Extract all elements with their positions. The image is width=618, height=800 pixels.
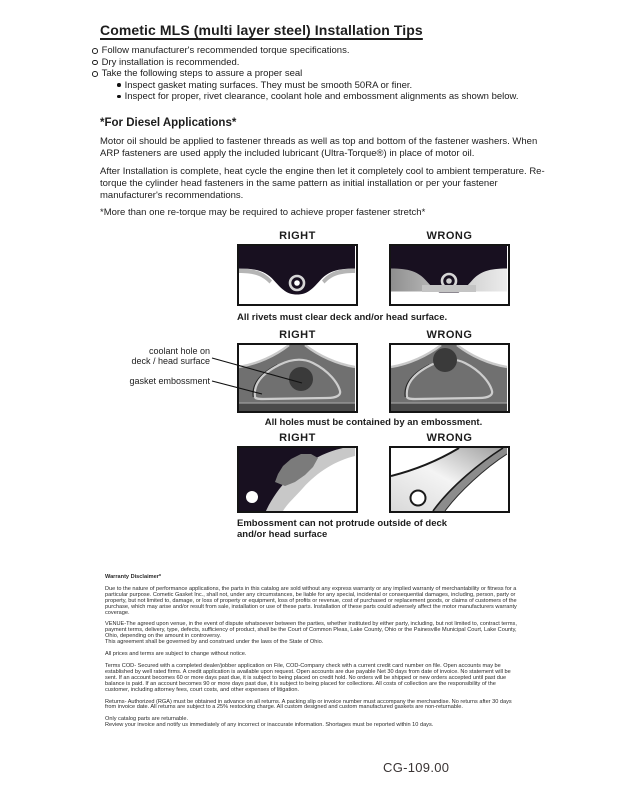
coolant-wrong-diagram (391, 345, 507, 411)
warranty-disclaimer (105, 575, 521, 735)
right-label: RIGHT (279, 230, 316, 242)
rivet-right-diagram (239, 246, 355, 304)
rivet-right-figure (237, 244, 358, 306)
list-item-text: Follow manufacturer's recommended torque specifications. (101, 45, 350, 56)
rivet-caption: All rivets must clear deck and/or head surface. (237, 312, 448, 323)
disclaimer-paragraph: All prices and terms are subject to change without notice. (105, 651, 247, 658)
list-item (117, 91, 562, 103)
disclaimer-paragraph: This agreement shall be governed by and construed under the laws of the State of Ohio. (105, 639, 324, 646)
list-item-text: Inspect for proper, rivet clearance, coolant hole and embossment alignments as shown below. (124, 91, 519, 102)
page-title: Cometic MLS (multi layer steel) Installation Tips (100, 22, 423, 38)
embossment-right-figure (237, 446, 358, 513)
embossment-right-diagram (239, 448, 355, 511)
diesel-paragraph: Motor oil should be applied to fastener threads as well as top and bottom of the fastener washers. When ARP fasteners are used apply the included lubricant (Ultra-Torque®) in place of motor oil. (100, 136, 538, 159)
rivet-wrong-figure (389, 244, 510, 306)
diesel-section-heading: *For Diesel Applications* (100, 117, 237, 129)
list-item (92, 68, 562, 80)
wrong-label: WRONG (426, 432, 473, 444)
list-item (92, 45, 562, 57)
disclaimer-paragraph: VENUE-The agreed upon venue, in the event of dispute whatsoever between the parties, whether instituted by either party, including, but not limited to, contract terms, payment terms, delivery, type, defects, sufficiency of product, shall be the Court of Common Pleas, Lake County, Ohio or the Painesville Municipal Court, Lake County, Ohio, depending on the amount in controversy. (105, 621, 517, 640)
rivet-wrong-diagram (391, 246, 507, 304)
embossment-caption: Embossment can not protrude outside of deck and/or head surface (237, 518, 448, 540)
list-item (117, 80, 562, 92)
holes-caption: All holes must be contained by an embossment. (264, 417, 483, 428)
coolant-right-diagram (239, 345, 355, 411)
retorque-note: *More than one re-torque may be required to achieve proper fastener stretch* (100, 207, 426, 218)
coolant-wrong-figure (389, 343, 510, 413)
coolant-right-figure (237, 343, 358, 413)
wrong-label: WRONG (426, 329, 473, 341)
wrong-label: WRONG (426, 230, 473, 242)
installation-tips-list (92, 45, 562, 103)
list-item-text: Inspect gasket mating surfaces. They must be smooth 50RA or finer. (124, 79, 413, 91)
disclaimer-paragraph: Returns- Authorized (RGA) must be obtained in advance on all returns. A packing slip or invoice number must accompany the merchandise. No returns after 30 days from invoice date. All returns are subject to a 25% restocking charge. All custom designed and custom manufactured gaskets are non-returnable. (105, 698, 512, 711)
gasket-embossment-annotation: gasket embossment (129, 376, 210, 386)
coolant-hole-annotation: coolant hole on deck / head surface (131, 346, 210, 366)
disclaimer-heading: Warranty Disclaimer* (105, 574, 162, 580)
disclaimer-paragraph: Only catalog parts are returnable. (105, 716, 189, 723)
circle-bullet-icon (92, 48, 98, 54)
dot-bullet-icon (117, 83, 121, 87)
disclaimer-paragraph: Due to the nature of performance applications, the parts in this catalog are sold without any express warranty or any implied warranty of merchantability or fitness for a particular purpose. Cometic Gasket Inc., shall not, under any circumstances, be liable for any special, incidental or consequential damages, including, person, party or property, but not limited to, damage, or loss of property or equipment, loss of profits or revenue, cost of purchased or replacement goods, or claims of customers of the purchase, which may arise and/or result from sale, installation or use of these parts. Installation of these parts could adversely affect the motor manufacturers warranty coverage. (105, 585, 517, 616)
disclaimer-paragraph: Terms COD- Secured with a completed dealer/jobber application on File, COD-Company check with a current credit card number on file. Open accounts may be established by well rated firms. A credit application is available upon request. Open accounts are due payable Net 30 days from date of invoice. No statement will be sent. If an account becomes 60 or more days past due, it is subject to being placed on credit hold. No orders will be shipped or new orders accepted until past due balance is paid. If an account becomes 90 or more days past due, it is subject to being placed for collections. All costs of collection are the responsibility of the customer, including attorney fees, court costs, and other expenses of litigation. (105, 662, 511, 693)
right-label: RIGHT (279, 329, 316, 341)
page-number: CG-109.00 (383, 760, 450, 775)
right-label: RIGHT (279, 432, 316, 444)
circle-bullet-icon (92, 60, 98, 66)
disclaimer-paragraph: Review your invoice and notify us immediately of any incorrect or inaccurate information. Shortages must be reported within 10 days. (105, 722, 434, 729)
dot-bullet-icon (117, 95, 121, 99)
embossment-wrong-diagram (391, 448, 507, 511)
list-item-text: Take the following steps to assure a proper seal (101, 68, 303, 79)
embossment-wrong-figure (389, 446, 510, 513)
list-item-text: Dry installation is recommended. (101, 56, 240, 68)
diesel-paragraph: After Installation is complete, heat cycle the engine then let it completely cool to ambient temperature. Re-torque the cylinder head fasteners in the same pattern as initial installation or per your fastener manufacturer's recommendations. (100, 166, 545, 201)
list-item (92, 57, 562, 69)
circle-bullet-icon (92, 71, 98, 77)
